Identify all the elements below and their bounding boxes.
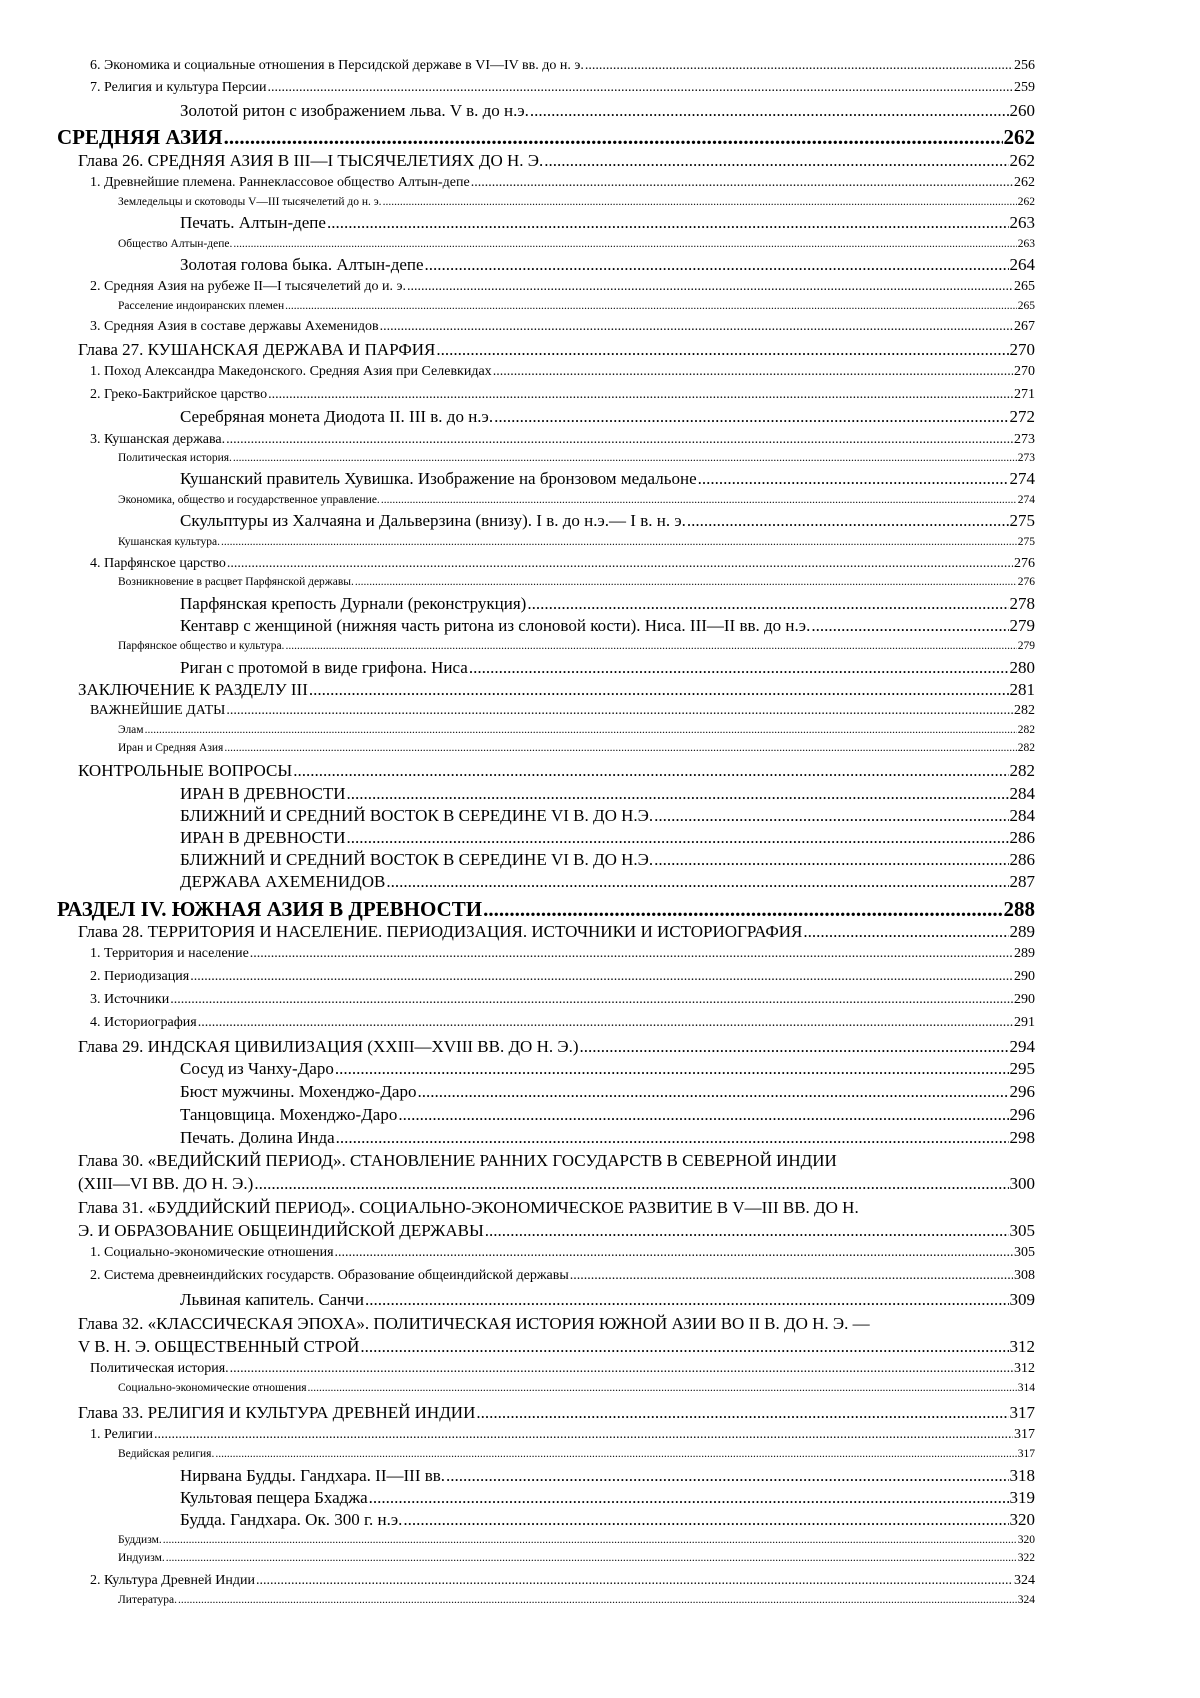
toc-entry[interactable] — [180, 1488, 1035, 1508]
toc-entry-page: 289 — [1014, 946, 1035, 961]
toc-entry[interactable] — [78, 922, 1035, 942]
toc-entry-title: Социально-экономические отношения — [118, 1382, 307, 1394]
toc-entry[interactable] — [118, 238, 1035, 250]
toc-entry[interactable] — [90, 279, 1035, 295]
toc-entry[interactable] — [78, 680, 1035, 700]
dot-leader — [381, 494, 1017, 506]
toc-entry-title: Культовая пещера Бхаджа — [180, 1488, 368, 1507]
toc-entry-page: 272 — [1009, 407, 1035, 426]
toc-entry-page: 282 — [1014, 703, 1035, 718]
toc-entry-title: Скульптуры из Халчаяна и Дальверзина (внизу). I в. до н.э.— I в. н. э. — [180, 511, 686, 530]
dot-leader — [327, 213, 1009, 233]
dot-leader — [308, 1382, 1017, 1394]
toc-entry-page: 275 — [1017, 536, 1035, 548]
dot-leader — [285, 300, 1017, 312]
toc-entry-title: ВАЖНЕЙШИЕ ДАТЫ — [90, 703, 226, 718]
toc-entry-page: 287 — [1009, 872, 1035, 891]
toc-entry-title: Ведийская религия. — [118, 1448, 215, 1460]
dot-leader — [198, 1015, 1013, 1031]
toc-entry-title: Печать. Долина Инда — [180, 1128, 335, 1147]
toc-entry[interactable] — [78, 1337, 1035, 1357]
toc-entry[interactable] — [90, 364, 1035, 380]
toc-entry-page: 324 — [1014, 1573, 1035, 1588]
dot-leader — [485, 1221, 1009, 1241]
toc-entry-title: Будда. Гандхара. Ок. 300 г. н.э. — [180, 1510, 403, 1529]
toc-entry-page: 264 — [1009, 255, 1035, 274]
toc-entry-page: 324 — [1017, 1594, 1035, 1606]
toc-entry-title-line: Глава 31. «БУДДИЙСКИЙ ПЕРИОД». СОЦИАЛЬНО-ЭКОНОМИЧЕСКОЕ РАЗВИТИЕ В V—III ВВ. ДО Н. — [78, 1198, 859, 1217]
toc-entry[interactable] — [90, 175, 1035, 191]
toc-entry-title: Глава 26. СРЕДНЯЯ АЗИЯ В III—I ТЫСЯЧЕЛЕТИЯХ ДО Н. Э. — [78, 151, 544, 170]
toc-entry-page: 296 — [1009, 1082, 1035, 1101]
toc-entry-title: 2. Средняя Азия на рубеже II—I тысячелетий до и. э. — [90, 279, 406, 294]
toc-entry-page: 282 — [1009, 761, 1035, 780]
toc-entry[interactable] — [180, 1510, 1035, 1530]
toc-entry[interactable] — [90, 1268, 1035, 1284]
toc-entry-page: 291 — [1014, 1015, 1035, 1030]
toc-entry-page: 294 — [1009, 1037, 1035, 1056]
dot-leader — [233, 452, 1017, 464]
toc-entry[interactable] — [180, 806, 1035, 826]
toc-entry-title: Кушанская культура. — [118, 536, 221, 548]
dot-leader — [579, 1037, 1008, 1057]
toc-entry[interactable] — [180, 1059, 1035, 1079]
toc-entry-title: V В. Н. Э. ОБЩЕСТВЕННЫЙ СТРОЙ — [78, 1337, 360, 1356]
dot-leader — [407, 279, 1013, 295]
toc-entry-title: ДЕРЖАВА АХЕМЕНИДОВ — [180, 872, 386, 891]
toc-entry[interactable] — [118, 1448, 1035, 1460]
dot-leader — [403, 1510, 1008, 1530]
toc-entry-title: БЛИЖНИЙ И СРЕДНИЙ ВОСТОК В СЕРЕДИНЕ VI В. ДО Н.Э. — [180, 850, 654, 869]
dot-leader — [145, 724, 1017, 736]
toc-entry-title: 1. Социально-экономические отношения — [90, 1245, 334, 1260]
dot-leader — [190, 969, 1013, 985]
toc-entry-title: (XIII—VI ВВ. ДО Н. Э.) — [78, 1174, 254, 1193]
toc-entry-title: Кушанский правитель Хувишка. Изображение на бронзовом медальоне — [180, 469, 697, 488]
dot-leader — [698, 469, 1009, 489]
dot-leader — [215, 1448, 1016, 1460]
toc-entry-page: 284 — [1009, 806, 1035, 825]
toc-entry-title: Экономика, общество и государственное управление. — [118, 494, 380, 506]
toc-entry-page: 263 — [1009, 213, 1035, 232]
toc-entry[interactable] — [180, 1105, 1035, 1125]
toc-entry-title: Риган с протомой в виде грифона. Ниса — [180, 658, 468, 677]
dot-leader — [256, 1573, 1013, 1589]
toc-entry[interactable] — [180, 594, 1035, 614]
toc-entry[interactable] — [90, 1245, 1035, 1261]
toc-entry-title: Парфянское общество и культура. — [118, 640, 285, 652]
dot-leader — [493, 364, 1013, 380]
toc-entry-page: 262 — [1014, 175, 1035, 190]
dot-leader — [163, 1534, 1017, 1546]
dot-leader — [221, 536, 1017, 548]
toc-entry-page: 318 — [1009, 1466, 1035, 1485]
dot-leader — [226, 703, 1013, 719]
toc-entry-title: Танцовщица. Мохенджо-Даро — [180, 1105, 398, 1124]
toc-entry-title: Элам — [118, 724, 144, 736]
toc-entry-page: 270 — [1009, 340, 1035, 359]
toc-entry-page: 273 — [1014, 432, 1035, 447]
dot-leader — [369, 1488, 1009, 1508]
toc-entry-title: СРЕДНЯЯ АЗИЯ — [57, 125, 223, 149]
toc-entry-page: 300 — [1009, 1174, 1035, 1193]
toc-entry-page: 286 — [1009, 850, 1035, 869]
toc-entry-title: Индуизм. — [118, 1552, 165, 1564]
dot-leader — [336, 1128, 1009, 1148]
toc-entry[interactable] — [180, 616, 1035, 636]
dot-leader — [178, 1594, 1017, 1606]
toc-entry[interactable] — [118, 576, 1035, 588]
dot-leader — [386, 872, 1008, 892]
dot-leader — [230, 1361, 1013, 1377]
dot-leader — [335, 1059, 1009, 1079]
toc-entry-title: Львиная капитель. Санчи — [180, 1290, 364, 1309]
dot-leader — [494, 407, 1008, 427]
toc-entry-title: 4. Историография — [90, 1015, 197, 1030]
toc-entry-title: 6. Экономика и социальные отношения в Персидской державе в VI—IV вв. до н. э. — [90, 58, 584, 73]
dot-leader — [803, 922, 1008, 942]
toc-entry-page: 262 — [1017, 196, 1035, 208]
toc-entry-page: 284 — [1009, 784, 1035, 803]
toc-entry[interactable] — [57, 897, 1035, 922]
toc-entry[interactable] — [90, 703, 1035, 719]
toc-entry[interactable] — [118, 452, 1035, 464]
toc-entry-title: Бюст мужчины. Мохенджо-Даро — [180, 1082, 417, 1101]
dot-leader — [268, 387, 1013, 403]
toc-entry-title: 4. Парфянское царство — [90, 556, 226, 571]
dot-leader — [335, 1245, 1013, 1261]
dot-leader — [166, 1552, 1017, 1564]
toc-entry-page: 263 — [1017, 238, 1035, 250]
toc-entry[interactable] — [78, 340, 1035, 360]
dot-leader — [254, 1174, 1008, 1194]
toc-entry-title: Нирвана Будды. Гандхара. II—III вв. — [180, 1466, 446, 1485]
dot-leader — [654, 806, 1008, 826]
toc-entry[interactable] — [180, 213, 1035, 233]
toc-entry-title: 1. Территория и население — [90, 946, 249, 961]
toc-entry[interactable] — [180, 1082, 1035, 1102]
toc-entry[interactable] — [118, 536, 1035, 548]
toc-entry-title: 7. Религия и культура Персии — [90, 80, 267, 95]
dot-leader — [436, 340, 1008, 360]
toc-entry-title: Расселение индоиранских племен — [118, 300, 285, 312]
toc-entry-title: Общество Алтын-депе. — [118, 238, 233, 250]
toc-entry-page: 274 — [1017, 494, 1035, 506]
toc-entry-page: 259 — [1014, 80, 1035, 95]
toc-entry-title: 1. Поход Александра Македонского. Средняя Азия при Селевкидах — [90, 364, 492, 379]
toc-entry[interactable] — [90, 387, 1035, 403]
toc-entry[interactable] — [90, 992, 1035, 1008]
toc-entry-page: 322 — [1017, 1552, 1035, 1564]
toc-entry-page: 281 — [1009, 680, 1035, 699]
toc-entry-title: Иран и Средняя Азия — [118, 742, 224, 754]
dot-leader — [267, 80, 1013, 96]
dot-leader — [544, 151, 1008, 171]
dot-leader — [355, 576, 1017, 588]
toc-entry-title: Земледельцы и скотоводы V—III тысячелетий до н. э. — [118, 196, 382, 208]
dot-leader — [469, 658, 1009, 678]
toc-entry-title: Глава 29. ИНДСКАЯ ЦИВИЛИЗАЦИЯ (XXIII—XVIII ВВ. ДО Н. Э.) — [78, 1037, 579, 1056]
toc-entry-title: ИРАН В ДРЕВНОСТИ — [180, 828, 346, 847]
dot-leader — [398, 1105, 1008, 1125]
toc-entry-page: 312 — [1009, 1337, 1035, 1356]
toc-entry-page: 265 — [1014, 279, 1035, 294]
dot-leader — [570, 1268, 1013, 1284]
toc-entry[interactable] — [180, 828, 1035, 848]
toc-entry[interactable] — [90, 1015, 1035, 1031]
toc-entry[interactable] — [78, 151, 1035, 171]
dot-leader — [170, 992, 1013, 1008]
toc-entry[interactable] — [180, 1290, 1035, 1310]
toc-entry-title: Печать. Алтын-депе — [180, 213, 326, 232]
toc-entry-title: ЗАКЛЮЧЕНИЕ К РАЗДЕЛУ III — [78, 680, 308, 699]
toc-entry[interactable] — [90, 969, 1035, 985]
toc-entry[interactable] — [180, 850, 1035, 870]
dot-leader — [285, 640, 1016, 652]
toc-entry[interactable] — [78, 1403, 1035, 1423]
dot-leader — [687, 511, 1009, 531]
toc-entry-page: 267 — [1014, 319, 1035, 334]
toc-entry[interactable] — [90, 1361, 1035, 1377]
dot-leader — [811, 616, 1008, 636]
toc-entry[interactable] — [180, 658, 1035, 678]
toc-entry-page: 305 — [1009, 1221, 1035, 1240]
toc-entry-page: 317 — [1009, 1403, 1035, 1422]
toc-entry[interactable] — [180, 872, 1035, 892]
toc-entry-title-line: Глава 32. «КЛАССИЧЕСКАЯ ЭПОХА». ПОЛИТИЧЕСКАЯ ИСТОРИЯ ЮЖНОЙ АЗИИ ВО II В. ДО Н. Э. — — [78, 1314, 870, 1333]
toc-entry-page: 275 — [1009, 511, 1035, 530]
dot-leader — [293, 761, 1008, 781]
dot-leader — [360, 1337, 1008, 1357]
toc-entry-page: 286 — [1009, 828, 1035, 847]
toc-entry-title: 3. Кушанская держава. — [90, 432, 226, 447]
dot-leader — [425, 255, 1009, 275]
toc-entry-title: 2. Греко-Бактрийское царство — [90, 387, 268, 402]
toc-entry[interactable] — [90, 1427, 1035, 1443]
toc-entry[interactable] — [180, 255, 1035, 275]
toc-entry[interactable] — [180, 511, 1035, 531]
toc-entry-title: 2. Периодизация — [90, 969, 190, 984]
toc-entry-title: Возникновение в расцвет Парфянской державы. — [118, 576, 354, 588]
toc-entry-page: 265 — [1017, 300, 1035, 312]
toc-entry-title: КОНТРОЛЬНЫЕ ВОПРОСЫ — [78, 761, 293, 780]
toc-entry[interactable] — [90, 319, 1035, 335]
dot-leader — [309, 680, 1009, 700]
toc-entry[interactable] — [90, 432, 1035, 448]
toc-entry-title: Золотой ритон с изображением льва. V в. до н.э. — [180, 101, 529, 120]
toc-entry[interactable] — [118, 300, 1035, 312]
toc-entry[interactable] — [118, 742, 1035, 754]
dot-leader — [226, 432, 1013, 448]
dot-leader — [585, 58, 1013, 74]
toc-entry-title: 3. Источники — [90, 992, 170, 1007]
toc-entry-page: 289 — [1009, 922, 1035, 941]
toc-entry[interactable] — [118, 1594, 1035, 1606]
toc-entry[interactable] — [180, 1128, 1035, 1148]
dot-leader — [417, 1082, 1008, 1102]
toc-entry-page: 274 — [1009, 469, 1035, 488]
toc-entry-title: 1. Древнейшие племена. Раннеклассовое общество Алтын-депе — [90, 175, 470, 190]
toc-entry-title: 1. Религии — [90, 1427, 154, 1442]
toc-entry-title: 2. Система древнеиндийских государств. Образование общеиндийской державы — [90, 1268, 569, 1283]
dot-leader — [224, 125, 1003, 150]
toc-entry-page: 298 — [1009, 1128, 1035, 1147]
toc-entry[interactable] — [118, 1534, 1035, 1546]
toc-entry[interactable] — [180, 784, 1035, 804]
toc-entry-page: 320 — [1017, 1534, 1035, 1546]
toc-entry-title: Золотая голова быка. Алтын-депе — [180, 255, 424, 274]
toc-entry[interactable] — [180, 101, 1035, 121]
toc-entry[interactable] — [78, 1221, 1035, 1241]
toc-entry-title: Литература. — [118, 1594, 177, 1606]
toc-entry[interactable] — [118, 494, 1035, 506]
toc-entry[interactable] — [78, 1037, 1035, 1057]
toc-entry-title: Политическая история. — [90, 1361, 229, 1376]
toc-entry-title: Буддизм. — [118, 1534, 162, 1546]
dot-leader — [250, 946, 1013, 962]
toc-entry[interactable] — [180, 1466, 1035, 1486]
toc-entry[interactable] — [118, 640, 1035, 652]
dot-leader — [471, 175, 1013, 191]
toc-entry-page: 288 — [1003, 897, 1035, 921]
dot-leader — [530, 101, 1009, 121]
toc-entry-title: 2. Культура Древней Индии — [90, 1573, 255, 1588]
toc-entry-page: 276 — [1017, 576, 1035, 588]
dot-leader — [233, 238, 1016, 250]
dot-leader — [227, 556, 1013, 572]
toc-entry-page: 314 — [1017, 1382, 1035, 1394]
toc-entry-page: 309 — [1009, 1290, 1035, 1309]
toc-entry-title-line: Глава 30. «ВЕДИЙСКИЙ ПЕРИОД». СТАНОВЛЕНИЕ РАННИХ ГОСУДАРСТВ В СЕВЕРНОЙ ИНДИИ — [78, 1151, 837, 1170]
toc-entry[interactable] — [78, 761, 1035, 781]
toc-entry[interactable] — [90, 946, 1035, 962]
toc-entry-title: Сосуд из Чанху-Даро — [180, 1059, 334, 1078]
dot-leader — [527, 594, 1008, 614]
toc-entry-title: 3. Средняя Азия в составе державы Ахеменидов — [90, 319, 379, 334]
toc-entry-page: 320 — [1009, 1510, 1035, 1529]
toc-entry-page: 282 — [1017, 742, 1035, 754]
toc-entry-title: ИРАН В ДРЕВНОСТИ — [180, 784, 346, 803]
toc-entry-title: РАЗДЕЛ IV. ЮЖНАЯ АЗИЯ В ДРЕВНОСТИ — [57, 897, 483, 921]
toc-entry-page: 290 — [1014, 992, 1035, 1007]
toc-entry[interactable] — [180, 407, 1035, 427]
dot-leader — [483, 897, 1002, 922]
toc-entry[interactable] — [57, 125, 1035, 150]
toc-entry[interactable] — [118, 196, 1035, 208]
toc-entry-page: 305 — [1014, 1245, 1035, 1260]
toc-entry-title: Серебряная монета Диодота II. III в. до н.э. — [180, 407, 494, 426]
toc-entry-page: 317 — [1017, 1448, 1035, 1460]
toc-entry-page: 312 — [1014, 1361, 1035, 1376]
dot-leader — [346, 784, 1008, 804]
toc-entry-page: 308 — [1014, 1268, 1035, 1283]
toc-entry-title: Э. И ОБРАЗОВАНИЕ ОБЩЕИНДИЙСКОЙ ДЕРЖАВЫ — [78, 1221, 484, 1240]
dot-leader — [446, 1466, 1008, 1486]
dot-leader — [654, 850, 1008, 870]
dot-leader — [346, 828, 1008, 848]
toc-entry-page: 282 — [1017, 724, 1035, 736]
toc-entry[interactable] — [118, 1382, 1035, 1394]
toc-entry-page: 279 — [1017, 640, 1035, 652]
toc-entry-page: 290 — [1014, 969, 1035, 984]
toc-entry-page: 271 — [1014, 387, 1035, 402]
toc-entry-page: 276 — [1014, 556, 1035, 571]
toc-entry-title: Кентавр с женщиной (нижняя часть ритона из слоновой кости). Ниса. III—II вв. до н.э. — [180, 616, 811, 635]
toc-entry-title: Парфянская крепость Дурнали (реконструкция) — [180, 594, 527, 613]
toc-entry-page: 270 — [1014, 364, 1035, 379]
toc-entry-title: Глава 33. РЕЛИГИЯ И КУЛЬТУРА ДРЕВНЕЙ ИНДИИ — [78, 1403, 476, 1422]
toc-entry[interactable] — [180, 469, 1035, 489]
toc-entry-page: 273 — [1017, 452, 1035, 464]
toc-entry-page: 295 — [1009, 1059, 1035, 1078]
toc-entry[interactable] — [90, 556, 1035, 572]
dot-leader — [380, 319, 1013, 335]
dot-leader — [154, 1427, 1013, 1443]
toc-entry-title: Глава 27. КУШАНСКАЯ ДЕРЖАВА И ПАРФИЯ — [78, 340, 436, 359]
toc-entry-page: 296 — [1009, 1105, 1035, 1124]
toc-entry[interactable] — [90, 80, 1035, 96]
toc-entry-page: 278 — [1009, 594, 1035, 613]
toc-entry-page: 256 — [1014, 58, 1035, 73]
toc-entry-page: 262 — [1009, 151, 1035, 170]
toc-entry-page: 319 — [1009, 1488, 1035, 1507]
toc-entry-title: Политическая история. — [118, 452, 232, 464]
dot-leader — [383, 196, 1017, 208]
toc-entry-page: 317 — [1014, 1427, 1035, 1442]
toc-entry-title: Глава 28. ТЕРРИТОРИЯ И НАСЕЛЕНИЕ. ПЕРИОДИЗАЦИЯ. ИСТОЧНИКИ И ИСТОРИОГРАФИЯ — [78, 922, 803, 941]
toc-entry-page: 280 — [1009, 658, 1035, 677]
toc-entry[interactable] — [78, 1174, 1035, 1194]
toc-entry-title: БЛИЖНИЙ И СРЕДНИЙ ВОСТОК В СЕРЕДИНЕ VI В. ДО Н.Э. — [180, 806, 654, 825]
dot-leader — [365, 1290, 1009, 1310]
toc-entry-page: 262 — [1003, 125, 1035, 149]
toc-entry[interactable] — [118, 1552, 1035, 1564]
dot-leader — [476, 1403, 1008, 1423]
dot-leader — [224, 742, 1016, 754]
toc-entry[interactable] — [90, 1573, 1035, 1589]
toc-entry-page: 279 — [1009, 616, 1035, 635]
toc-entry[interactable] — [118, 724, 1035, 736]
toc-entry-page: 260 — [1009, 101, 1035, 120]
toc-entry[interactable] — [90, 58, 1035, 74]
